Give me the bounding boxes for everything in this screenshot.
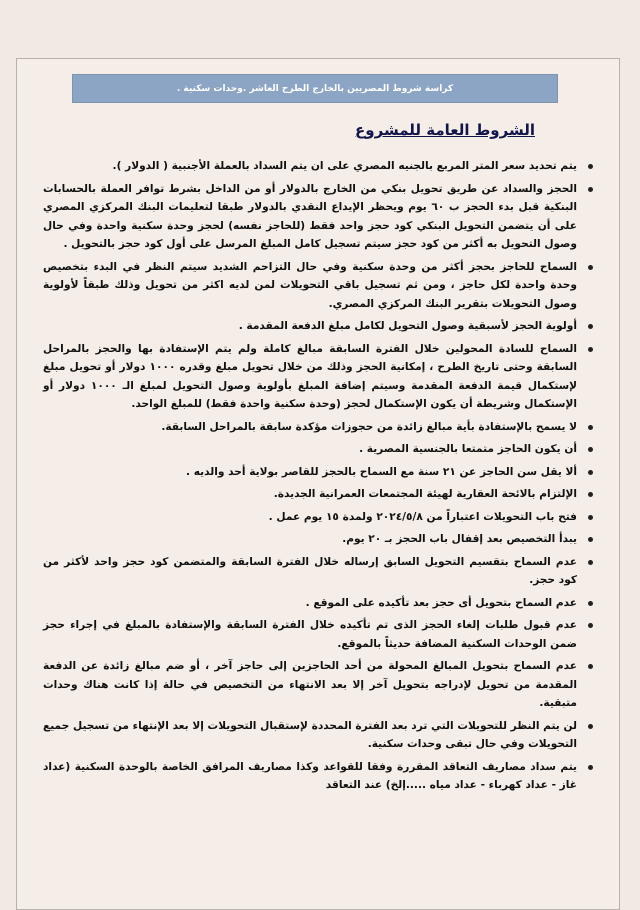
list-item-text: يتم سداد مصاريف التعاقد المقررة وفقا للقواعد وكذا مصاريف المرافق الخاصة بالوحدة السكنية (عداد غاز - عداد كهرباء - عداد مياه .....إلخ) عند التعاقد	[43, 760, 577, 791]
list-item-text: لا يسمح بالإستفادة بأية مبالغ زائدة من حجوزات مؤكدة سابقة بالمراحل السابقة.	[161, 420, 577, 433]
list-item	[43, 157, 603, 176]
list-item-text: عدم السماح بتحويل أى حجز بعد تأكيده على الموقع .	[305, 596, 577, 609]
bullet-icon	[588, 623, 593, 628]
document-page	[16, 58, 620, 910]
list-item-text: عدم السماح بتحويل المبالغ المحولة من أحد الحاجزين إلى حاجز آخر ، أو ضم مبالغ زائدة عن الدفعة المقدمة من تحويل لإدراجه بتحويل آخر إلا بعد الانتهاء من التخصيص في حالة إذا كانت هناك وحدات متبقية.	[43, 660, 577, 709]
bullet-icon	[588, 265, 593, 270]
bullet-icon	[588, 187, 593, 192]
list-item-text: الإلتزام بالائحة العقارية لهيئة المجتمعات العمرانية الجديدة.	[273, 488, 577, 500]
list-item-text: يتم تحديد سعر المتر المربع بالجنيه المصري على ان يتم السداد بالعملة الأجنبية ( الدولار ).	[112, 160, 577, 172]
list-item-text: عدم السماح بتقسيم التحويل السابق إرساله خلال الفترة السابقة والمتضمن كود حجز واحد لأكثر من كود حجز.	[43, 555, 577, 586]
document-banner: كراسة شروط المصريين بالخارج الطرح العاشر .وحدات سكنية .	[72, 74, 558, 103]
list-item	[43, 616, 603, 653]
list-item	[43, 180, 603, 254]
list-item-text: أولوية الحجز لأسبقية وصول التحويل لكامل مبلغ الدفعة المقدمة .	[238, 320, 577, 332]
bullet-icon	[588, 724, 593, 729]
list-item	[43, 340, 603, 414]
list-item	[43, 657, 603, 713]
list-item	[43, 758, 603, 795]
bullet-icon	[588, 324, 593, 329]
list-item	[43, 317, 603, 336]
list-item	[43, 594, 603, 613]
conditions-list	[43, 157, 603, 799]
bullet-icon	[588, 515, 593, 520]
list-item	[43, 440, 603, 459]
bullet-icon	[588, 470, 593, 475]
list-item-text: ألا يقل سن الحاجز عن ٢١ سنة مع السماح بالحجز للقاصر بولاية أحد والديه .	[186, 465, 577, 478]
list-item	[43, 418, 603, 437]
section-heading: الشروط العامة للمشروع	[355, 121, 535, 139]
bullet-icon	[588, 560, 593, 565]
list-item	[43, 553, 603, 590]
list-item-text: عدم قبول طلبات إلغاء الحجز الذى تم تأكيده خلال الفترة السابقة والإستفادة بالمبلغ في إجراء حجز ضمن الوحدات السكنية المضافة حديثاً بالموقع.	[43, 619, 577, 650]
bullet-icon	[588, 164, 593, 169]
list-item-text: أن يكون الحاجز متمتعا بالجنسية المصرية .	[359, 443, 577, 455]
bullet-icon	[588, 601, 593, 606]
bullet-icon	[588, 492, 593, 497]
list-item-text: لن يتم النظر للتحويلات التي ترد بعد الفترة المحددة لإستقبال التحويلات إلا بعد الإنتهاء من تسجيل جميع التحويلات وفي حال تبقى وحدات سكنية.	[43, 719, 577, 750]
bullet-icon	[588, 537, 593, 542]
list-item	[43, 485, 603, 504]
list-item-text: يبدأ التخصيص بعد إقفال باب الحجز بـ ٢٠ يوم.	[342, 533, 577, 545]
bullet-icon	[588, 765, 593, 770]
list-item	[43, 717, 603, 754]
list-item-text: السماح للحاجز بحجز أكثر من وحدة سكنية وفي حال التزاحم الشديد سيتم النظر في البدء بتخصيص وحدة واحدة لكل حاجز ، ومن ثم تسجيل باقي التحويلات لمن لديه اكثر من تحويل وذلك طبقاً لأولوية وصول التحويلات بتقرير البنك المركزي المصري.	[43, 260, 577, 310]
bullet-icon	[588, 347, 593, 352]
list-item	[43, 463, 603, 482]
list-item-text: السماح للسادة المحولين خلال الفترة السابقة مبالغ كاملة ولم يتم الإستفادة بها والحجز بالمراحل السابقة وحتى تاريخ الطرح ، إمكانية الحجز وذلك من خلال تحويل مبلغ وقدره ١٠٠٠ دولار أو تحويل مبلغ لإستكمال قيمة الدفعة المقدمة وسيتم إضافة المبلغ بأولوية وصول التحويل لمبلغ الـ ١٠٠٠ دولار أو الإستكمال وشريطة أن يكون الإستكمال لحجز (وحدة سكنية واحدة فقط) للمبلغ الواحد.	[43, 342, 577, 410]
list-item	[43, 508, 603, 527]
bullet-icon	[588, 425, 593, 430]
list-item	[43, 530, 603, 549]
bullet-icon	[588, 447, 593, 452]
bullet-icon	[588, 664, 593, 669]
list-item-text: الحجز والسداد عن طريق تحويل بنكي من الخارج بالدولار أو من الداخل بشرط توافر العملة بالحسابات البنكية قبل بدء الحجز ب ٦٠ يوم ويحظر الإيداع النقدي بالدولار طبقا لتعليمات البنك المركزي المصري على أن يتضمن التحويل البنكي كود حجز واحد فقط (للحاجز نفسه) لحجز وحدة سكنية واحدة وفي حال وصول التحويل به أكثر من كود حجز سيتم تسجيل كامل المبلغ المرسل على أول كود حجز بالتحويل .	[43, 182, 577, 250]
list-item-text: فتح باب التحويلات اعتباراً من ٢٠٢٤/٥/٨ ولمدة ١٥ يوم عمل .	[268, 510, 577, 523]
list-item	[43, 258, 603, 314]
